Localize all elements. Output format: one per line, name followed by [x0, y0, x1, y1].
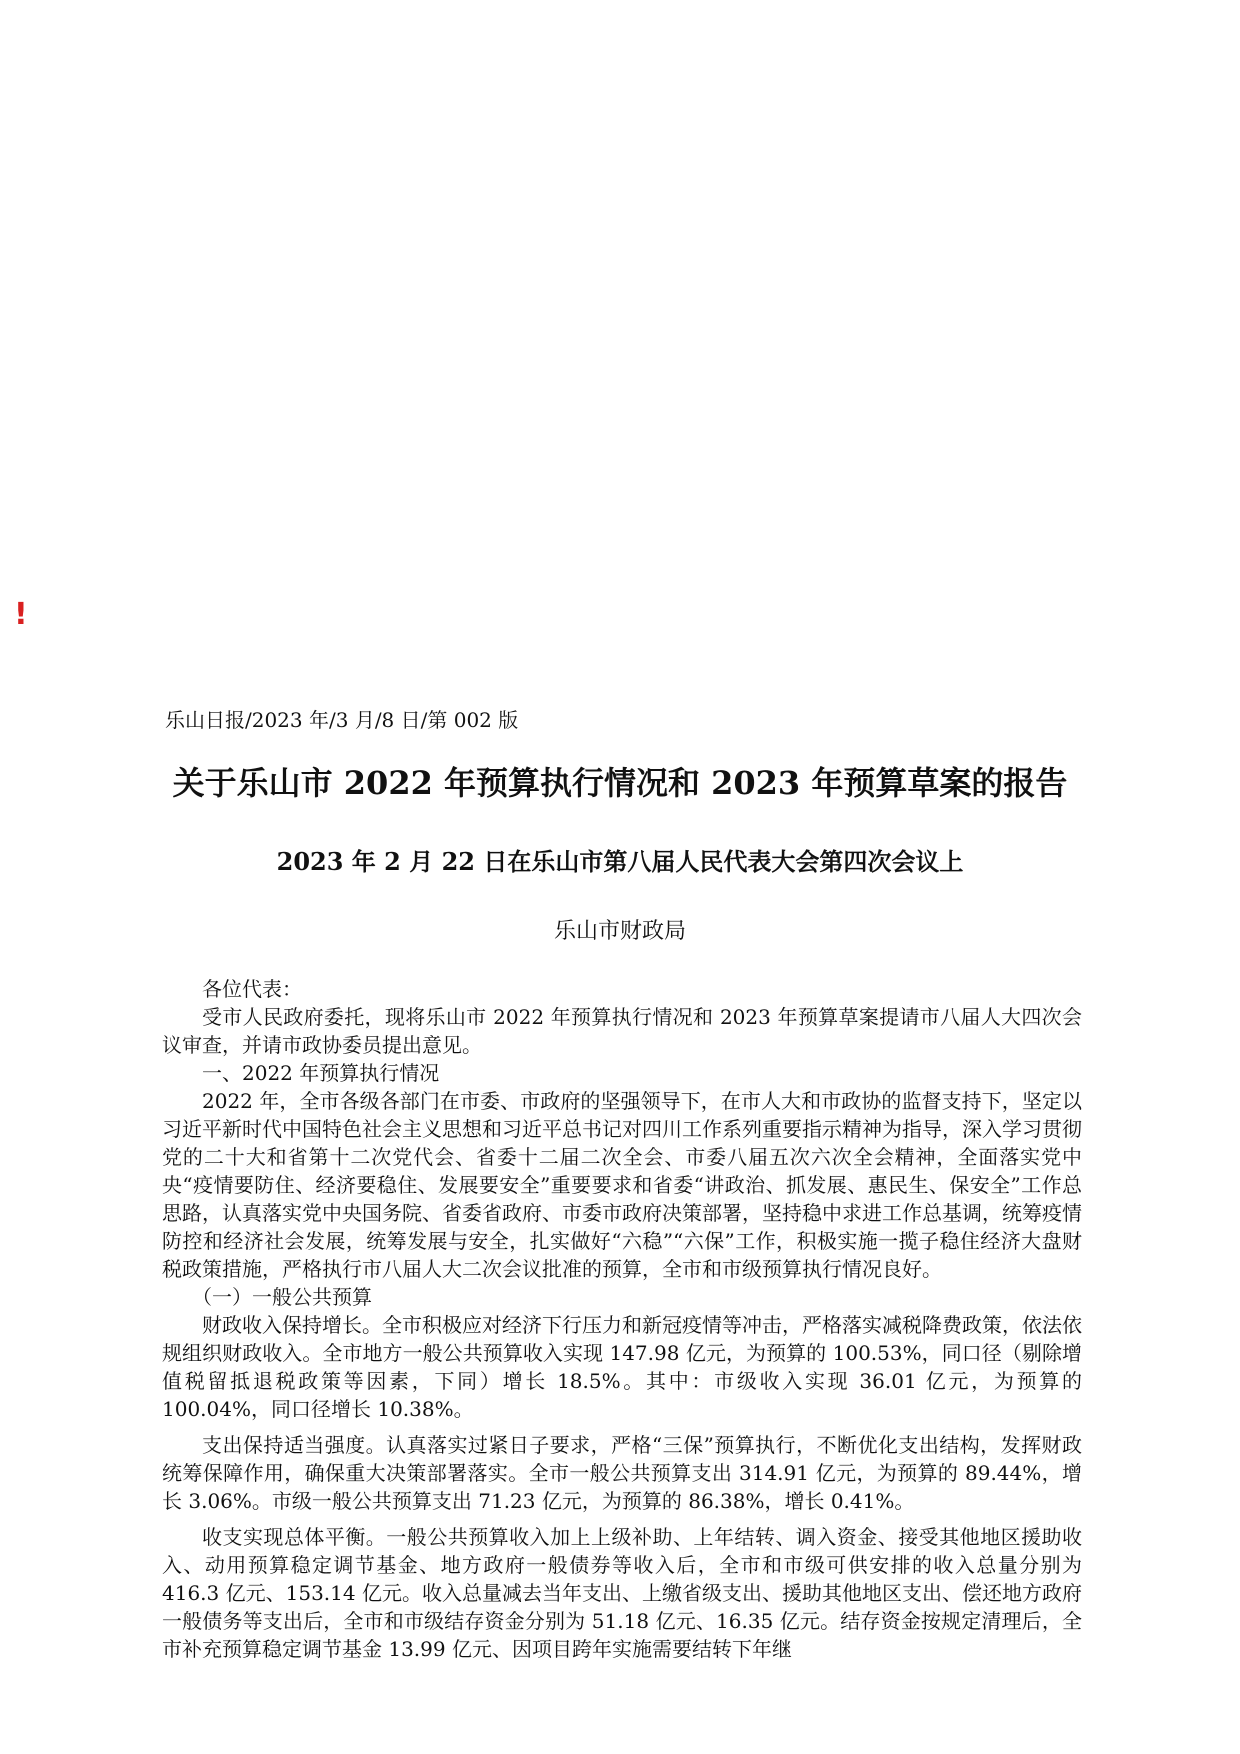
- report-body: [162, 975, 1082, 1663]
- red-exclamation-mark: !: [14, 597, 28, 632]
- newspaper-source-line: 乐山日报/2023 年/3 月/8 日/第 002 版: [165, 708, 519, 732]
- revenue-paragraph: 财政收入保持增长。全市积极应对经济下行压力和新冠疫情等冲击，严格落实减税降费政策，依法依规组织财政收入。全市地方一般公共预算收入实现 147.98 亿元，为预算的 100.53%，同口径（剔除增值税留抵退税政策等因素，下同）增长 18.5%。其中：市级收入实现 36.01 亿元，为预算的 100.04%，同口径增长 10.38%。: [162, 1313, 1082, 1421]
- section-heading-1: 一、2022 年预算执行情况: [202, 1061, 440, 1085]
- report-subtitle: 2023 年 2 月 22 日在乐山市第八届人民代表大会第四次会议上: [276, 847, 964, 876]
- subsection-heading-general-budget: （一）一般公共预算: [192, 1285, 372, 1309]
- overview-paragraph: 2022 年，全市各级各部门在市委、市政府的坚强领导下，在市人大和市政协的监督支持下，坚定以习近平新时代中国特色社会主义思想和习近平总书记对四川工作系列重要指示精神为指导，深入学习贯彻党的二十大和省第十二次党代会、省委十二届二次全会、市委八届五次六次全会精神，全面落实党中央“疫情要防住、经济要稳住、发展要安全”重要要求和省委“讲政治、抓发展、惠民生、保安全”工作总思路，认真落实党中央国务院、省委省政府、市委市政府决策部署，坚持稳中求进工作总基调，统筹疫情防控和经济社会发展，统筹发展与安全，扎实做好“六稳”“六保”工作，积极实施一揽子稳住经济大盘财税政策措施，严格执行市八届人大二次会议批准的预算，全市和市级预算执行情况良好。: [162, 1089, 1082, 1281]
- report-author: 乐山市财政局: [553, 919, 686, 944]
- balance-paragraph: 收支实现总体平衡。一般公共预算收入加上上级补助、上年结转、调入资金、接受其他地区援助收入、动用预算稳定调节基金、地方政府一般债券等收入后，全市和市级可供安排的收入总量分别为 416.3 亿元、153.14 亿元。收入总量减去当年支出、上缴省级支出、援助其他地区支出、偿还地方政府一般债务等支出后，全市和市级结存资金分别为 51.18 亿元、16.35 亿元。结存资金按规定清理后，全市补充预算稳定调节基金 13.99 亿元、因项目跨年实施需要结转下年继: [162, 1525, 1082, 1661]
- report-title: 关于乐山市 2022 年预算执行情况和 2023 年预算草案的报告: [172, 764, 1068, 802]
- salutation: 各位代表：: [202, 977, 302, 1001]
- expenditure-paragraph: 支出保持适当强度。认真落实过紧日子要求，严格“三保”预算执行，不断优化支出结构，发挥财政统筹保障作用，确保重大决策部署落实。全市一般公共预算支出 314.91 亿元，为预算的 89.44%，增长 3.06%。市级一般公共预算支出 71.23 亿元，为预算的 86.38%，增长 0.41%。: [162, 1433, 1082, 1513]
- intro-paragraph: 受市人民政府委托，现将乐山市 2022 年预算执行情况和 2023 年预算草案提请市八届人大四次会议审查，并请市政协委员提出意见。: [162, 1005, 1082, 1057]
